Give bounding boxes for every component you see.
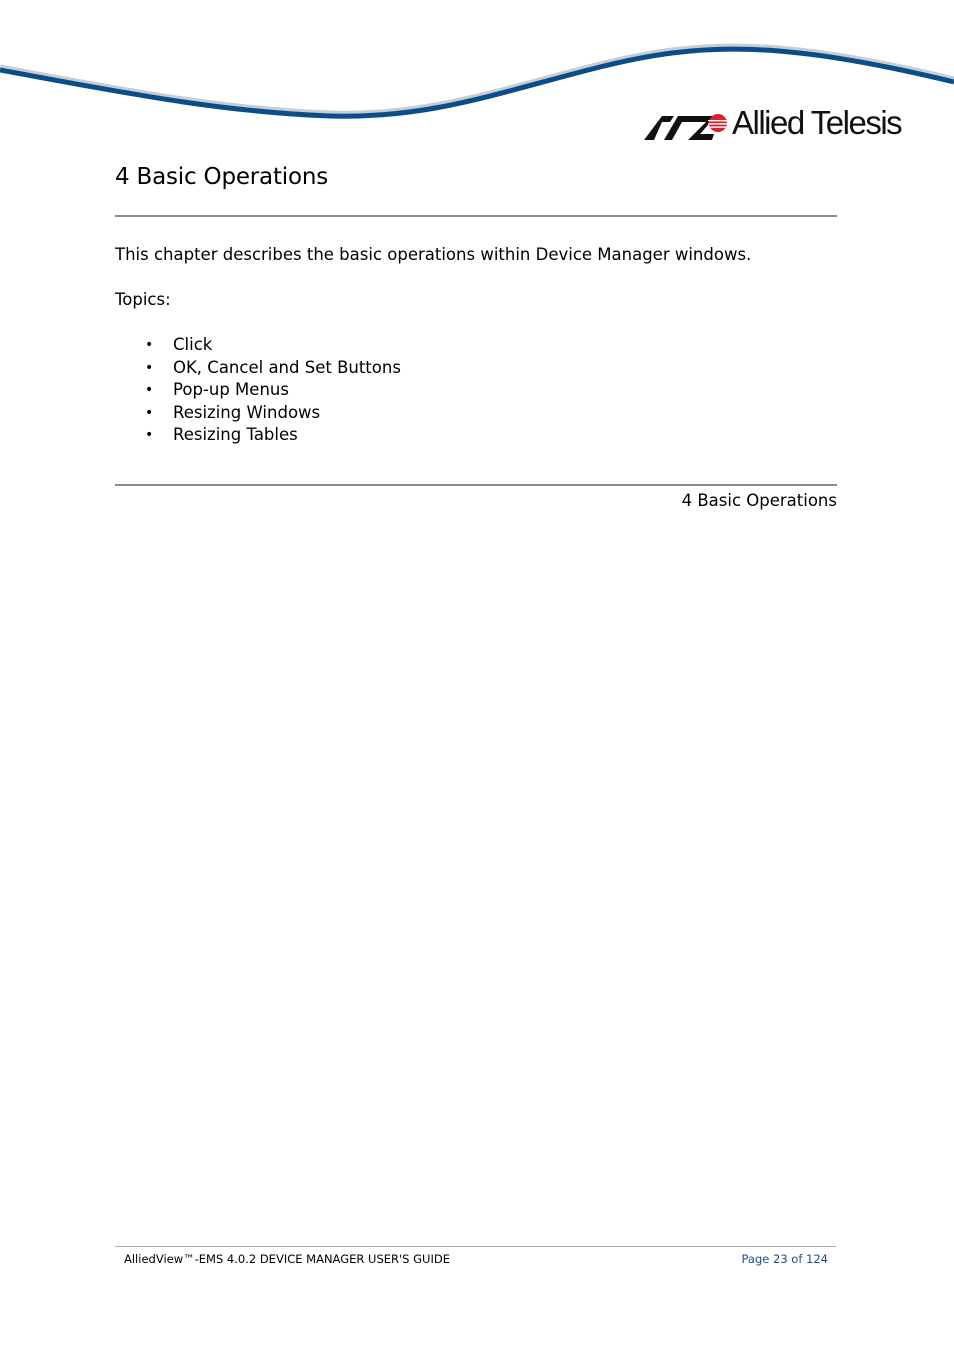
bullet-icon: • (145, 404, 154, 421)
chapter-title: 4 Basic Operations (115, 164, 328, 190)
bullet-icon: • (145, 359, 154, 376)
section-divider (115, 484, 837, 486)
topic-item-popup-menus (115, 379, 401, 402)
topic-item-click (115, 334, 401, 357)
bullet-icon: • (145, 427, 154, 443)
topic-item-resizing-windows (115, 402, 401, 425)
intro-paragraph: This chapter describes the basic operations within Device Manager windows. (115, 245, 752, 264)
bullet-icon: • (145, 382, 154, 398)
topic-item-ok-cancel-set (115, 357, 401, 380)
logo-mark-icon (644, 110, 728, 140)
topic-item-resizing-tables (115, 424, 401, 447)
footer-guide-title: AlliedView™-EMS 4.0.2 DEVICE MANAGER USER'S GUIDE (124, 1252, 450, 1266)
topic-label: Pop-up Menus (173, 380, 289, 399)
title-divider (115, 215, 837, 217)
footer-divider (115, 1246, 836, 1247)
topic-label: OK, Cancel and Set Buttons (173, 357, 401, 377)
bullet-icon: • (145, 337, 154, 353)
topics-label: Topics: (115, 290, 171, 309)
logo-wordmark: Allied Telesis (732, 104, 902, 141)
topic-label: Resizing Windows (173, 402, 321, 422)
topic-label: Resizing Tables (173, 425, 298, 444)
allied-telesis-logo (644, 106, 906, 148)
footer-page-number: Page 23 of 124 (741, 1252, 828, 1266)
topic-label: Click (173, 335, 213, 354)
topic-list (115, 334, 401, 447)
section-label: 4 Basic Operations (681, 491, 837, 510)
